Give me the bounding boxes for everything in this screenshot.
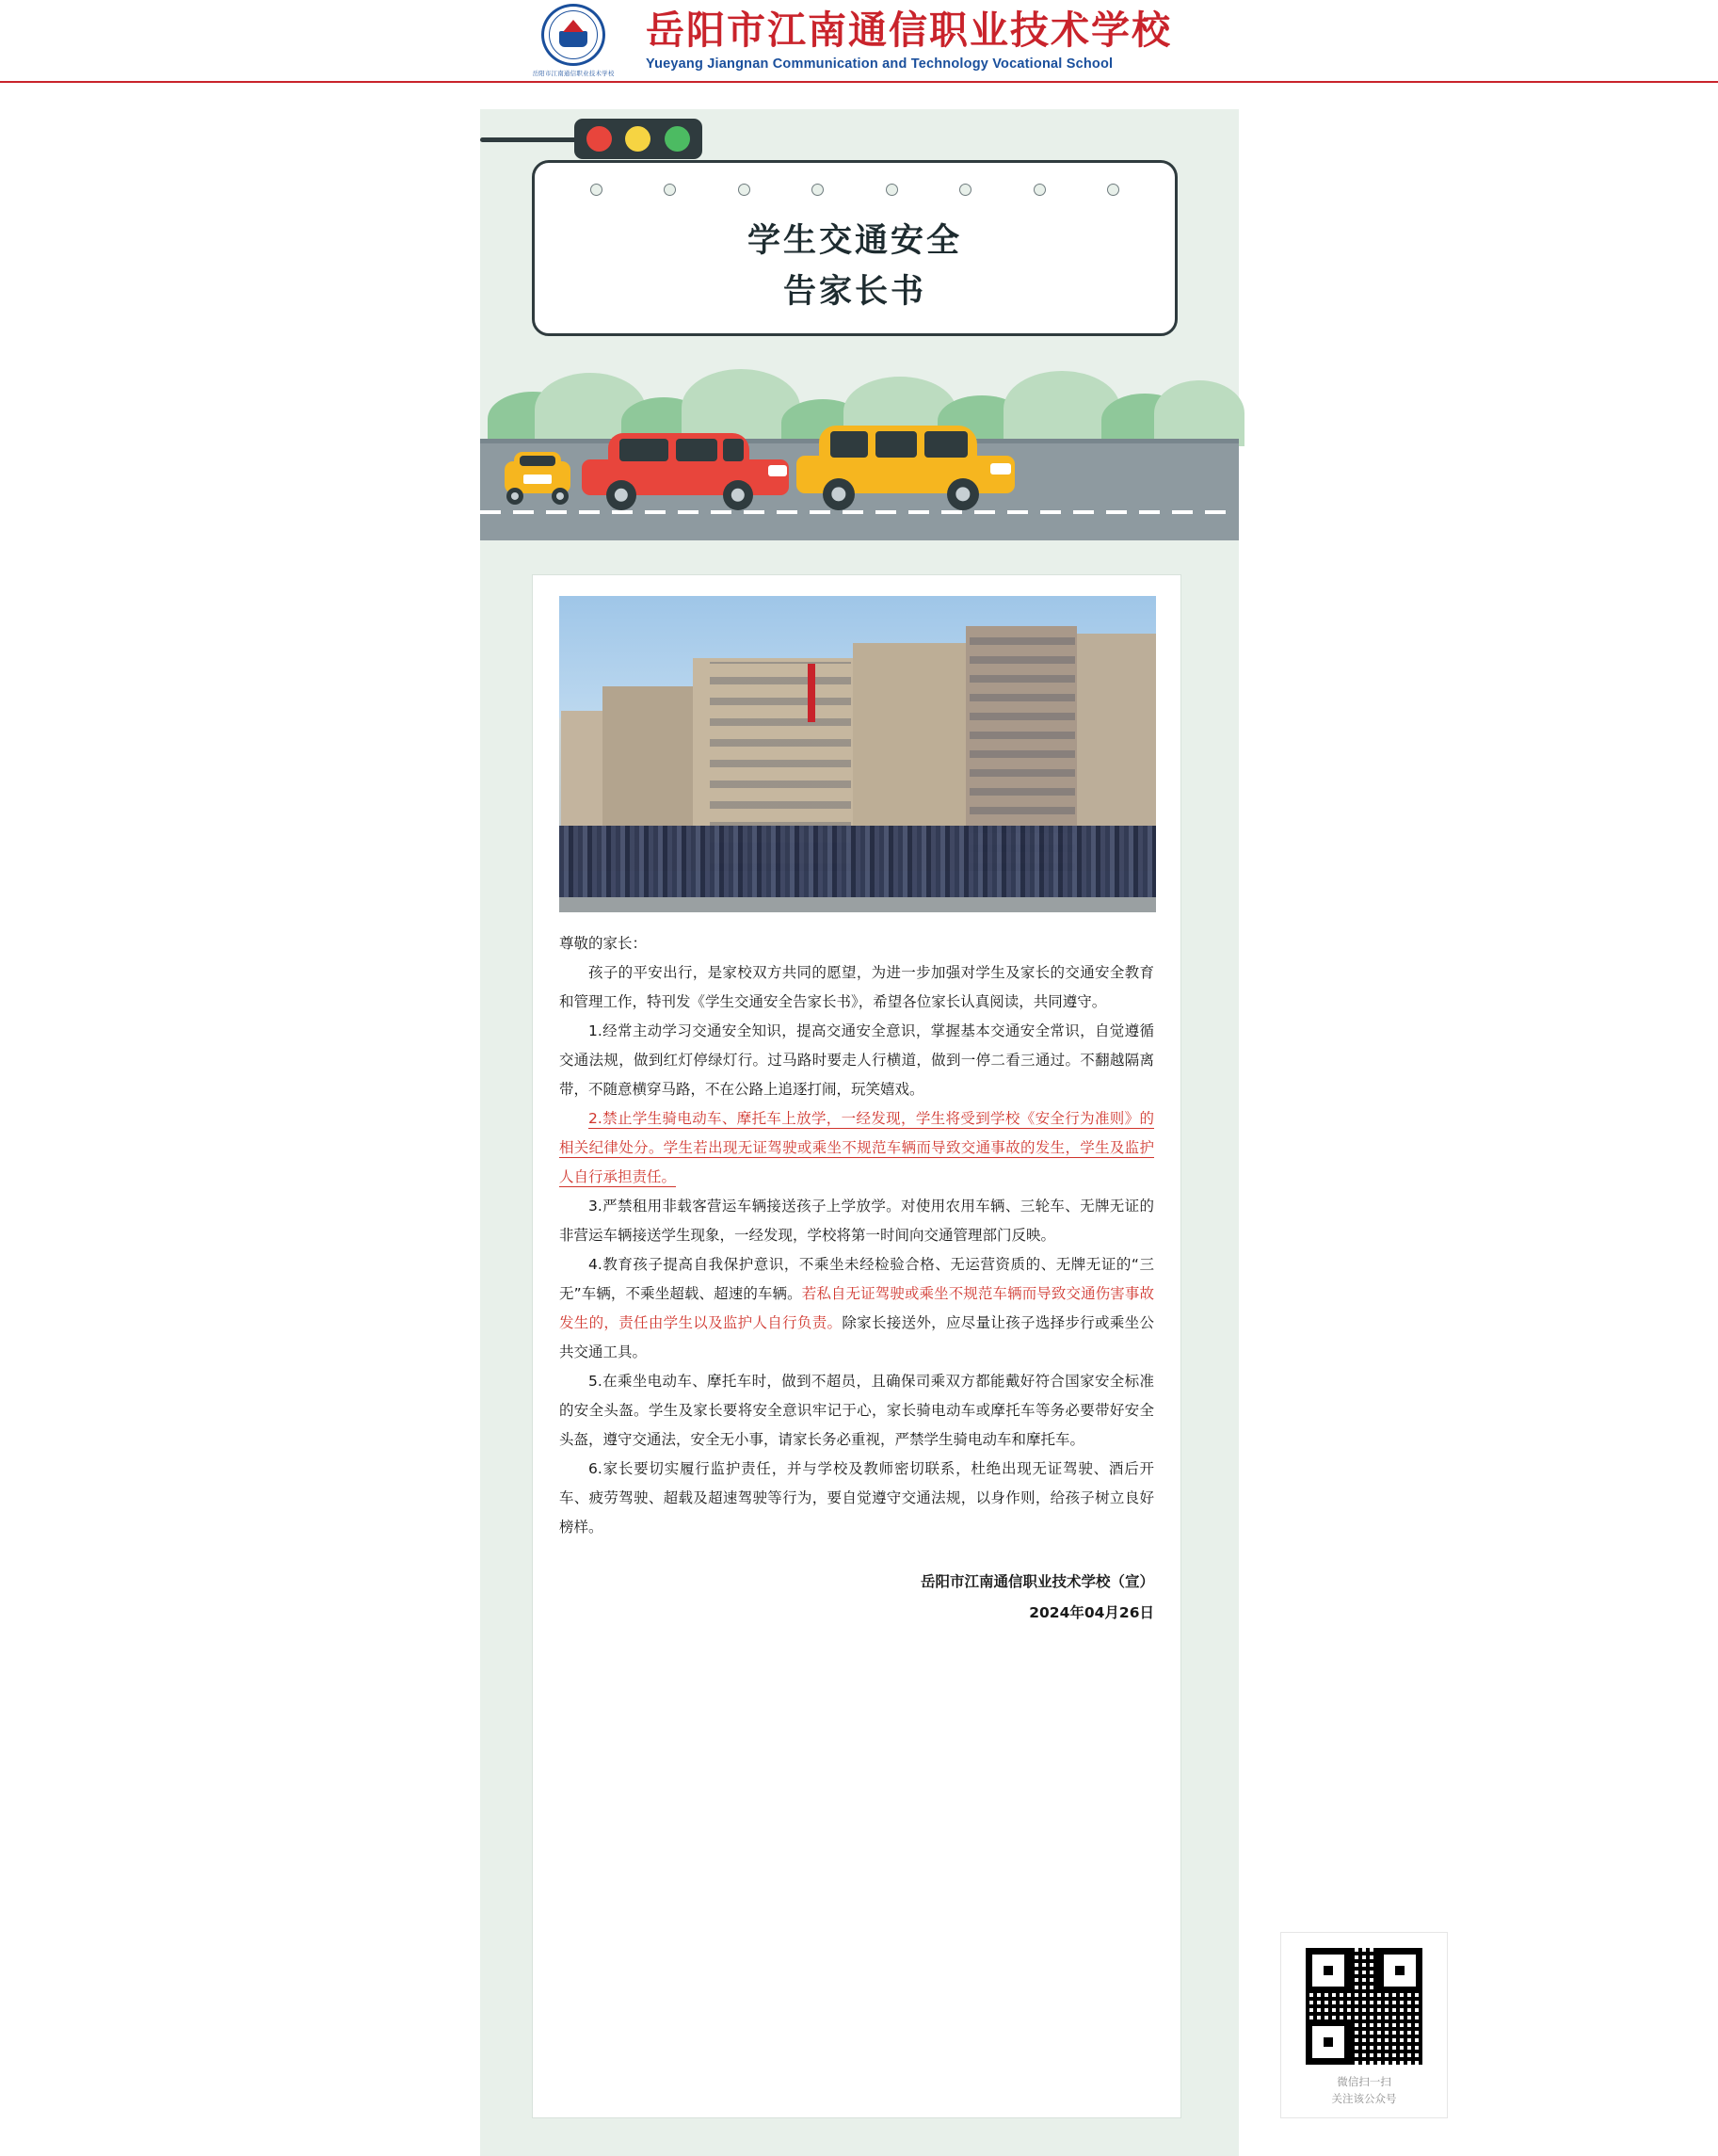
letter-item-4-b: 除家长接送外，应尽量让孩子选择步行或乘坐公共交通工具。 — [559, 1314, 1154, 1360]
qr-caption-line1: 微信扫一扫 — [1337, 2075, 1391, 2088]
car-red-icon — [582, 431, 794, 508]
site-header — [0, 0, 1718, 83]
lane-dash — [744, 510, 764, 514]
traffic-light-yellow-icon — [625, 126, 650, 152]
road-lane-markings — [480, 510, 1239, 514]
lane-dash — [612, 510, 633, 514]
street-illustration — [480, 352, 1239, 540]
plate-hole — [1034, 184, 1046, 196]
traffic-light-graphic — [480, 119, 725, 162]
wechat-qr-card[interactable] — [1280, 1932, 1448, 2118]
header-inner — [518, 4, 1172, 77]
poster-card — [480, 109, 1239, 2156]
plate-hole — [738, 184, 750, 196]
letter-item-4-red: 若私自无证驾驶或乘坐不规范车辆而导致交通伤害事故发生的，责任由学生以及监护人自行负责。 — [559, 1285, 1154, 1331]
lane-dash — [1040, 510, 1061, 514]
qr-code-icon — [1306, 1948, 1422, 2065]
qr-caption — [1332, 2074, 1397, 2108]
photo-ground — [559, 897, 1156, 912]
lane-dash — [645, 510, 666, 514]
letter-item-2: 2.禁止学生骑电动车、摩托车上放学，一经发现，学生将受到学校《安全行为准则》的相关纪律处分。学生若出现无证驾驶或乘坐不规范车辆而导致交通事故的发生，学生及监护人自行承担责任。 — [559, 1110, 1154, 1185]
letter-intro: 孩子的平安出行，是家校双方共同的愿望，为进一步加强对学生及家长的交通安全教育和管理工作，特刊发《学生交通安全告家长书》，希望各位家长认真阅读，共同遵守。 — [559, 964, 1154, 1010]
header-titles — [646, 9, 1172, 71]
school-emblem-icon — [541, 4, 605, 66]
qr-eye-top-right — [1377, 1948, 1422, 1993]
plate-hole — [811, 184, 824, 196]
letter-item-3: 3.严禁租用非载客营运车辆接送孩子上学放学。对使用农用车辆、三轮车、无牌无证的非营运车辆接送学生现象，一经发现，学校将第一时间向交通管理部门反映。 — [559, 1198, 1154, 1244]
letter-signature — [559, 1567, 1154, 1628]
lane-dash — [908, 510, 929, 514]
signature-date: 2024年04月26日 — [1029, 1603, 1154, 1621]
lane-dash — [1172, 510, 1193, 514]
plate-hole — [1107, 184, 1119, 196]
traffic-light-green-icon — [665, 126, 690, 152]
letter-item-6: 6.家长要切实履行监护责任，并与学校及教师密切联系，杜绝出现无证驾驶、酒后开车、疲劳驾驶、超载及超速驾驶等行为，要自觉遵守交通法规，以身作则，给孩子树立良好榜样。 — [559, 1460, 1154, 1536]
school-logo — [518, 4, 629, 77]
plate-hole — [886, 184, 898, 196]
qr-caption-line2: 关注该公众号 — [1331, 2091, 1397, 2105]
letter-item-4 — [559, 1250, 1154, 1367]
signature-org: 岳阳市江南通信职业技术学校（宣） — [920, 1573, 1154, 1590]
lane-dash — [546, 510, 567, 514]
traffic-light-pole — [480, 137, 584, 142]
poster-title — [535, 216, 1175, 318]
letter-card — [532, 574, 1181, 2118]
traffic-light-red-icon — [586, 126, 612, 152]
car-yellow-small-icon — [501, 452, 574, 507]
lane-dash — [513, 510, 534, 514]
lane-dash — [1007, 510, 1028, 514]
lane-dash — [1139, 510, 1160, 514]
poster-title-line1: 学生交通安全 — [747, 222, 962, 260]
book-icon — [559, 31, 587, 47]
title-plate — [532, 160, 1178, 336]
traffic-light-box — [574, 119, 702, 159]
poster-title-line2: 告家长书 — [782, 273, 926, 312]
lane-dash — [941, 510, 962, 514]
lane-dash — [843, 510, 863, 514]
lane-dash — [480, 510, 501, 514]
lane-dash — [974, 510, 995, 514]
header-title-cn: 岳阳市江南通信职业技术学校 — [646, 8, 1172, 54]
lane-dash — [1205, 510, 1226, 514]
letter-item-5: 5.在乘坐电动车、摩托车时，做到不超员，且确保司乘双方都能戴好符合国家安全标准的安全头盔。学生及家长要将安全意识牢记于心，家长骑电动车或摩托车等务必要带好安全头盔，遵守交通法，安全无小事，请家长务必重视，严禁学生骑电动车和摩托车。 — [559, 1373, 1154, 1448]
lane-dash — [777, 510, 797, 514]
qr-eye-top-left — [1306, 1948, 1351, 1993]
plate-holes — [535, 184, 1175, 196]
lane-dash — [1106, 510, 1127, 514]
lane-dash — [1073, 510, 1094, 514]
lane-dash — [711, 510, 731, 514]
logo-caption: 岳阳市江南通信职业技术学校 — [532, 71, 615, 77]
school-photo — [559, 596, 1156, 912]
qr-eye-bottom-left — [1306, 2019, 1351, 2065]
bush-icon — [1154, 380, 1244, 446]
car-yellow-icon — [796, 416, 1020, 508]
letter-item-4-a: 4.教育孩子提高自我保护意识，不乘坐未经检验合格、无运营资质的、无牌无证的“三无”车辆，不乘坐超载、超速的车辆。 — [559, 1256, 1154, 1302]
lane-dash — [678, 510, 698, 514]
letter-item-1: 1.经常主动学习交通安全知识，提高交通安全意识，掌握基本交通安全常识，自觉遵循交通法规，做到红灯停绿灯行。过马路时要走人行横道，做到一停二看三通过。不翻越隔离带，不随意横穿马路，不在公路上追逐打闹，玩笑嬉戏。 — [559, 1022, 1154, 1098]
lane-dash — [810, 510, 830, 514]
header-title-en: Yueyang Jiangnan Communication and Technology Vocational School — [646, 56, 1114, 72]
plate-hole — [959, 184, 971, 196]
plate-hole — [590, 184, 602, 196]
plate-hole — [664, 184, 676, 196]
letter-salutation: 尊敬的家长： — [559, 935, 648, 952]
lane-dash — [875, 510, 896, 514]
lane-dash — [579, 510, 600, 514]
